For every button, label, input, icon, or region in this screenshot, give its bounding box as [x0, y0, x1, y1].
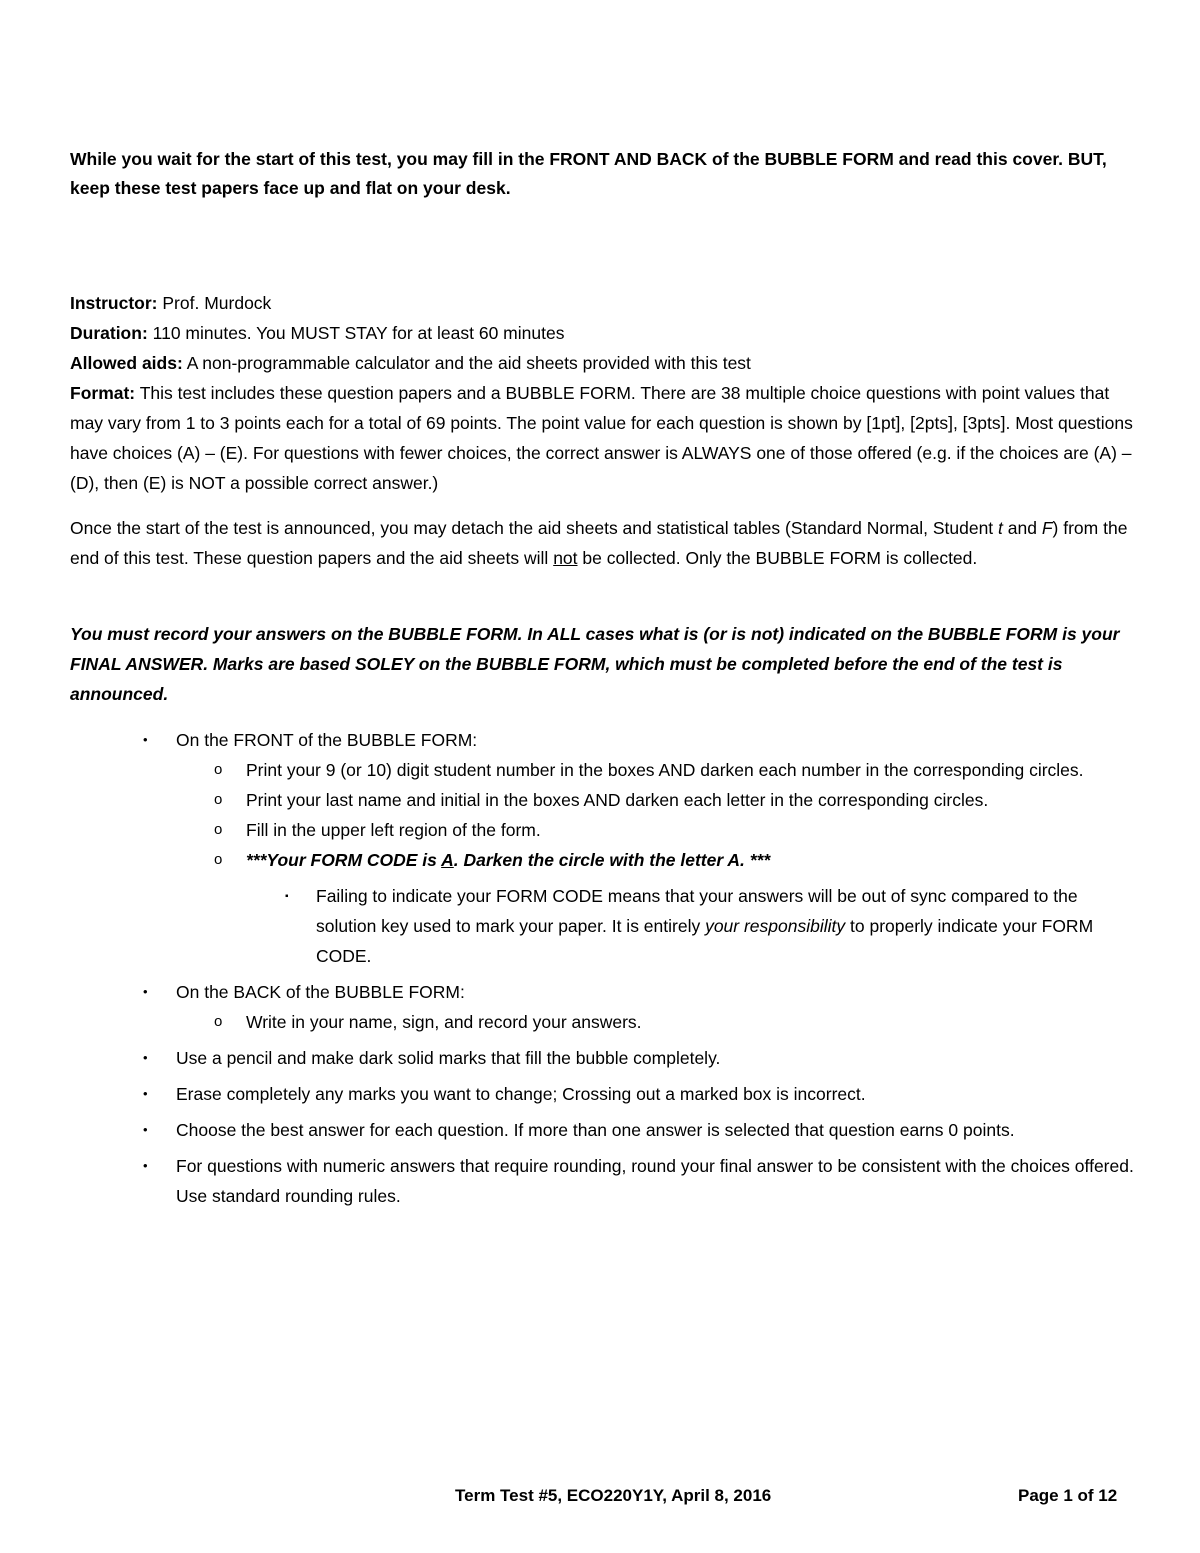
exam-details — [70, 288, 1140, 498]
square-bullet-icon: ▪ — [285, 891, 289, 902]
list-item-last-name — [0, 785, 1140, 815]
list-item-write-name — [0, 1007, 1140, 1037]
form-code-pre: ***Your FORM CODE is — [246, 850, 442, 870]
list-item-pencil — [0, 1043, 1140, 1073]
instructor-line — [70, 288, 1140, 318]
detach-f: F — [1041, 518, 1053, 538]
detach-text-4: be collected. Only the BUBBLE FORM is collected. — [577, 548, 978, 568]
list-item-pencil-text: Use a pencil and make dark solid marks that fill the bubble completely. — [176, 1048, 721, 1068]
format-label: Format: — [70, 383, 136, 403]
bullet-icon: • — [143, 1086, 148, 1101]
circle-bullet-icon: o — [214, 791, 223, 808]
instructor-value: Prof. Murdock — [162, 293, 272, 313]
bullet-icon: • — [143, 1122, 148, 1137]
duration-value: 110 minutes. You MUST STAY for at least 60 minutes — [152, 323, 565, 343]
intro-instructions: While you wait for the start of this test, you may fill in the FRONT AND BACK of the BUBBLE FORM and read this cover. BUT, keep these test papers face up and flat on your desk. — [70, 149, 1107, 198]
form-code-letter: A — [441, 850, 454, 870]
list-item-back-text: On the BACK of the BUBBLE FORM: — [176, 982, 465, 1002]
list-item-form-code — [0, 845, 1140, 875]
list-item-back — [0, 977, 1140, 1007]
list-item-best-answer-text: Choose the best answer for each question. If more than one answer is selected that question earns 0 points. — [176, 1120, 1015, 1140]
circle-bullet-icon: o — [214, 1013, 223, 1030]
detach-text-2: and — [1002, 518, 1042, 538]
list-item-erase-text: Erase completely any marks you want to change; Crossing out a marked box is incorrect. — [176, 1084, 866, 1104]
bullet-icon: • — [143, 1050, 148, 1065]
list-item-best-answer — [0, 1115, 1140, 1145]
duration-line — [70, 318, 1140, 348]
instruction-list — [0, 725, 1140, 1211]
detach-t: t — [998, 518, 1003, 538]
detach-text-1: Once the start of the test is announced, you may detach the aid sheets and statistical tables (Standard Normal, Student — [70, 518, 999, 538]
list-item-write-name-text: Write in your name, sign, and record your answers. — [246, 1012, 642, 1032]
format-value: This test includes these question papers and a BUBBLE FORM. There are 38 multiple choice questions with point values that may vary from 1 to 3 points each for a total of 69 points. The point value for each question is shown by [1pt], [2pts], [3pts]. Most questions have choices (A) – (E). For questions with fewer choices, the correct answer is ALWAYS one of those offered (e.g. if the choices are (A) – (D), then (E) is NOT a possible correct answer.) — [70, 383, 1133, 493]
circle-bullet-icon: o — [214, 821, 223, 838]
list-item-last-name-text: Print your last name and initial in the boxes AND darken each letter in the corresponding circles. — [246, 790, 989, 810]
form-code-warning-post: to properly indicate your FORM CODE. — [316, 916, 1094, 966]
list-item-rounding-text: For questions with numeric answers that require rounding, round your final answer to be consistent with the choices offered. Use standard rounding rules. — [176, 1156, 1134, 1206]
detach-instructions — [70, 513, 1140, 573]
form-code-warning-em: your responsibility — [705, 916, 846, 936]
list-item-upper-left — [0, 815, 1140, 845]
instructor-label: Instructor: — [70, 293, 158, 313]
format-paragraph — [70, 378, 1140, 498]
duration-label: Duration: — [70, 323, 148, 343]
detach-not: not — [553, 548, 578, 568]
bullet-icon: • — [143, 732, 148, 747]
circle-bullet-icon: o — [214, 851, 223, 868]
circle-bullet-icon: o — [214, 761, 223, 778]
allowed-aids-line — [70, 348, 1140, 378]
allowed-aids-value: A non-programmable calculator and the aid sheets provided with this test — [186, 353, 751, 373]
bullet-icon: • — [143, 1158, 148, 1173]
list-item-front — [0, 725, 1140, 755]
detach-text-3: ) from the end of this test. These question papers and the aid sheets will — [70, 518, 1128, 568]
list-item-student-number — [0, 755, 1140, 785]
allowed-aids-label: Allowed aids: — [70, 353, 183, 373]
footer-page-number: Page 1 of 12 — [1018, 1486, 1118, 1505]
list-item-upper-left-text: Fill in the upper left region of the form. — [246, 820, 541, 840]
list-item-form-code-warning — [0, 881, 1140, 971]
list-item-front-text: On the FRONT of the BUBBLE FORM: — [176, 730, 478, 750]
bubble-form-warning: You must record your answers on the BUBBLE FORM. In ALL cases what is (or is not) indicated on the BUBBLE FORM is your FINAL ANSWER. Marks are based SOLEY on the BUBBLE FORM, which must be completed before the end of the test is announced. — [70, 624, 1120, 704]
form-code-warning-pre: Failing to indicate your FORM CODE means that your answers will be out of sync compared to the solution key used to mark your paper. It is entirely — [316, 886, 1078, 936]
footer-test-title: Term Test #5, ECO220Y1Y, April 8, 2016 — [455, 1486, 772, 1505]
list-item-rounding — [0, 1151, 1140, 1211]
list-item-student-number-text: Print your 9 (or 10) digit student number in the boxes AND darken each number in the corresponding circles. — [246, 760, 1084, 780]
list-item-erase — [0, 1079, 1140, 1109]
bullet-icon: • — [143, 984, 148, 999]
form-code-post: . Darken the circle with the letter A. *** — [453, 850, 771, 870]
